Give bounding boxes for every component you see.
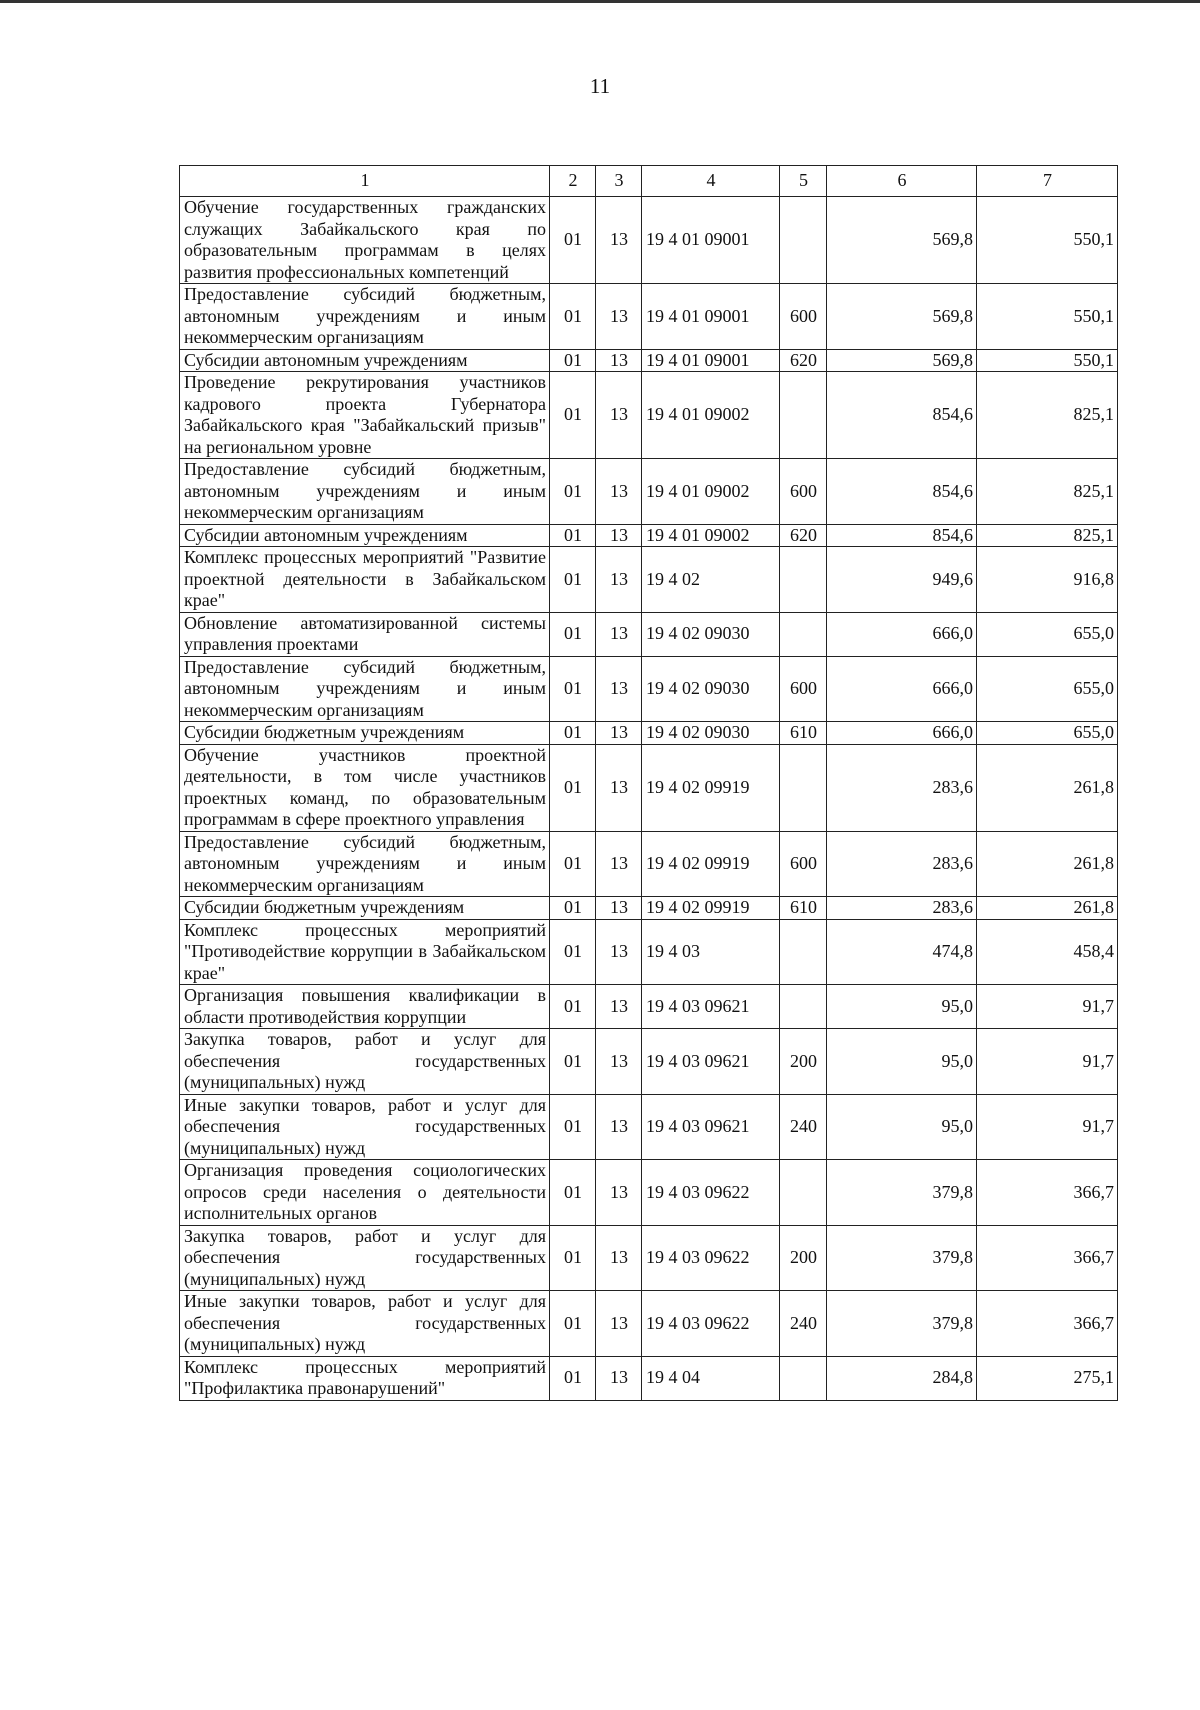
budget-table (179, 165, 1118, 1401)
table-row (180, 744, 1118, 831)
expense-type-cell: 610 (780, 722, 827, 745)
table-header (180, 166, 1118, 197)
target-article-cell: 19 4 03 09622 (642, 1225, 780, 1291)
table-row (180, 547, 1118, 613)
section-code-cell: 01 (550, 831, 596, 897)
table-row (180, 1029, 1118, 1095)
target-article-cell: 19 4 01 09002 (642, 524, 780, 547)
table-row (180, 1094, 1118, 1160)
column-header: 5 (780, 166, 827, 197)
section-code-cell: 01 (550, 197, 596, 284)
target-article-cell: 19 4 02 09919 (642, 831, 780, 897)
amount-year2-cell: 261,8 (977, 744, 1118, 831)
top-edge-rule (0, 0, 1200, 3)
amount-year2-cell: 91,7 (977, 1094, 1118, 1160)
row-name-cell: Предоставление субсидий бюджетным, автономным учреждениям и иным некоммерческим организациям (180, 459, 550, 525)
section-code-cell: 01 (550, 459, 596, 525)
amount-year1-cell: 666,0 (827, 722, 977, 745)
amount-year1-cell: 283,6 (827, 831, 977, 897)
target-article-cell: 19 4 04 (642, 1356, 780, 1400)
amount-year1-cell: 949,6 (827, 547, 977, 613)
amount-year2-cell: 261,8 (977, 831, 1118, 897)
amount-year1-cell: 666,0 (827, 612, 977, 656)
amount-year1-cell: 379,8 (827, 1291, 977, 1357)
amount-year1-cell: 283,6 (827, 744, 977, 831)
target-article-cell: 19 4 01 09002 (642, 372, 780, 459)
expense-type-cell: 620 (780, 524, 827, 547)
section-code-cell: 01 (550, 524, 596, 547)
amount-year1-cell: 95,0 (827, 1094, 977, 1160)
amount-year2-cell: 825,1 (977, 459, 1118, 525)
row-name-cell: Субсидии автономным учреждениям (180, 349, 550, 372)
expense-type-cell: 610 (780, 897, 827, 920)
section-code-cell: 01 (550, 1160, 596, 1226)
expense-type-cell: 240 (780, 1291, 827, 1357)
row-name-cell: Обучение участников проектной деятельности, в том числе участников проектных команд, по образовательным программам в сфере проектного управления (180, 744, 550, 831)
table-row (180, 1225, 1118, 1291)
table-row (180, 1160, 1118, 1226)
expense-type-cell: 600 (780, 831, 827, 897)
column-header: 3 (596, 166, 642, 197)
subsection-code-cell: 13 (596, 524, 642, 547)
table-row (180, 1291, 1118, 1357)
target-article-cell: 19 4 02 09919 (642, 744, 780, 831)
expense-type-cell (780, 919, 827, 985)
row-name-cell: Иные закупки товаров, работ и услуг для обеспечения государственных (муниципальных) нужд (180, 1094, 550, 1160)
amount-year2-cell: 261,8 (977, 897, 1118, 920)
subsection-code-cell: 13 (596, 197, 642, 284)
section-code-cell: 01 (550, 1291, 596, 1357)
amount-year1-cell: 283,6 (827, 897, 977, 920)
amount-year2-cell: 825,1 (977, 524, 1118, 547)
amount-year2-cell: 825,1 (977, 372, 1118, 459)
column-header: 7 (977, 166, 1118, 197)
amount-year2-cell: 366,7 (977, 1160, 1118, 1226)
table-row (180, 919, 1118, 985)
row-name-cell: Комплекс процессных мероприятий "Развитие проектной деятельности в Забайкальском крае" (180, 547, 550, 613)
section-code-cell: 01 (550, 284, 596, 350)
target-article-cell: 19 4 01 09002 (642, 459, 780, 525)
table-body (180, 197, 1118, 1401)
column-header: 2 (550, 166, 596, 197)
target-article-cell: 19 4 01 09001 (642, 284, 780, 350)
subsection-code-cell: 13 (596, 459, 642, 525)
row-name-cell: Закупка товаров, работ и услуг для обеспечения государственных (муниципальных) нужд (180, 1029, 550, 1095)
amount-year1-cell: 569,8 (827, 197, 977, 284)
amount-year1-cell: 379,8 (827, 1160, 977, 1226)
target-article-cell: 19 4 01 09001 (642, 349, 780, 372)
row-name-cell: Предоставление субсидий бюджетным, автономным учреждениям и иным некоммерческим организациям (180, 831, 550, 897)
amount-year1-cell: 95,0 (827, 985, 977, 1029)
target-article-cell: 19 4 03 09622 (642, 1291, 780, 1357)
expense-type-cell (780, 744, 827, 831)
expense-type-cell: 240 (780, 1094, 827, 1160)
subsection-code-cell: 13 (596, 547, 642, 613)
table-row (180, 722, 1118, 745)
row-name-cell: Обучение государственных гражданских служащих Забайкальского края по образовательным программам в целях развития профессиональных компетенций (180, 197, 550, 284)
header-row (180, 166, 1118, 197)
amount-year2-cell: 916,8 (977, 547, 1118, 613)
target-article-cell: 19 4 02 09030 (642, 612, 780, 656)
amount-year2-cell: 655,0 (977, 722, 1118, 745)
section-code-cell: 01 (550, 722, 596, 745)
amount-year2-cell: 458,4 (977, 919, 1118, 985)
amount-year2-cell: 366,7 (977, 1225, 1118, 1291)
subsection-code-cell: 13 (596, 831, 642, 897)
row-name-cell: Предоставление субсидий бюджетным, автономным учреждениям и иным некоммерческим организациям (180, 656, 550, 722)
expense-type-cell: 200 (780, 1225, 827, 1291)
subsection-code-cell: 13 (596, 1291, 642, 1357)
subsection-code-cell: 13 (596, 372, 642, 459)
expense-type-cell (780, 372, 827, 459)
expense-type-cell: 600 (780, 284, 827, 350)
table-row (180, 284, 1118, 350)
column-header: 1 (180, 166, 550, 197)
amount-year1-cell: 569,8 (827, 284, 977, 350)
row-name-cell: Закупка товаров, работ и услуг для обеспечения государственных (муниципальных) нужд (180, 1225, 550, 1291)
row-name-cell: Иные закупки товаров, работ и услуг для обеспечения государственных (муниципальных) нужд (180, 1291, 550, 1357)
table-row (180, 524, 1118, 547)
target-article-cell: 19 4 03 09621 (642, 1029, 780, 1095)
row-name-cell: Субсидии автономным учреждениям (180, 524, 550, 547)
section-code-cell: 01 (550, 612, 596, 656)
target-article-cell: 19 4 02 09030 (642, 722, 780, 745)
row-name-cell: Субсидии бюджетным учреждениям (180, 897, 550, 920)
amount-year1-cell: 569,8 (827, 349, 977, 372)
section-code-cell: 01 (550, 919, 596, 985)
section-code-cell: 01 (550, 349, 596, 372)
table-row (180, 985, 1118, 1029)
section-code-cell: 01 (550, 1029, 596, 1095)
table-row (180, 897, 1118, 920)
subsection-code-cell: 13 (596, 1094, 642, 1160)
amount-year2-cell: 550,1 (977, 349, 1118, 372)
expense-type-cell: 200 (780, 1029, 827, 1095)
table-row (180, 1356, 1118, 1400)
subsection-code-cell: 13 (596, 985, 642, 1029)
row-name-cell: Субсидии бюджетным учреждениям (180, 722, 550, 745)
amount-year1-cell: 854,6 (827, 459, 977, 525)
subsection-code-cell: 13 (596, 349, 642, 372)
table-row (180, 656, 1118, 722)
subsection-code-cell: 13 (596, 656, 642, 722)
amount-year1-cell: 666,0 (827, 656, 977, 722)
amount-year2-cell: 655,0 (977, 612, 1118, 656)
column-header: 6 (827, 166, 977, 197)
row-name-cell: Комплекс процессных мероприятий "Противодействие коррупции в Забайкальском крае" (180, 919, 550, 985)
target-article-cell: 19 4 02 09919 (642, 897, 780, 920)
subsection-code-cell: 13 (596, 1029, 642, 1095)
subsection-code-cell: 13 (596, 284, 642, 350)
amount-year2-cell: 550,1 (977, 284, 1118, 350)
expense-type-cell (780, 197, 827, 284)
target-article-cell: 19 4 03 09622 (642, 1160, 780, 1226)
table-row (180, 459, 1118, 525)
subsection-code-cell: 13 (596, 744, 642, 831)
section-code-cell: 01 (550, 656, 596, 722)
amount-year1-cell: 474,8 (827, 919, 977, 985)
target-article-cell: 19 4 01 09001 (642, 197, 780, 284)
subsection-code-cell: 13 (596, 1356, 642, 1400)
subsection-code-cell: 13 (596, 1225, 642, 1291)
column-header: 4 (642, 166, 780, 197)
subsection-code-cell: 13 (596, 1160, 642, 1226)
amount-year1-cell: 854,6 (827, 372, 977, 459)
section-code-cell: 01 (550, 1225, 596, 1291)
table-row (180, 372, 1118, 459)
table-row (180, 349, 1118, 372)
row-name-cell: Организация проведения социологических опросов среди населения о деятельности исполнительных органов (180, 1160, 550, 1226)
subsection-code-cell: 13 (596, 919, 642, 985)
expense-type-cell: 600 (780, 459, 827, 525)
expense-type-cell (780, 985, 827, 1029)
target-article-cell: 19 4 02 (642, 547, 780, 613)
section-code-cell: 01 (550, 1356, 596, 1400)
amount-year2-cell: 275,1 (977, 1356, 1118, 1400)
row-name-cell: Комплекс процессных мероприятий "Профилактика правонарушений" (180, 1356, 550, 1400)
table-row (180, 197, 1118, 284)
amount-year1-cell: 95,0 (827, 1029, 977, 1095)
target-article-cell: 19 4 03 (642, 919, 780, 985)
expense-type-cell (780, 1160, 827, 1226)
amount-year2-cell: 550,1 (977, 197, 1118, 284)
expense-type-cell: 620 (780, 349, 827, 372)
row-name-cell: Обновление автоматизированной системы управления проектами (180, 612, 550, 656)
expense-type-cell: 600 (780, 656, 827, 722)
amount-year1-cell: 854,6 (827, 524, 977, 547)
section-code-cell: 01 (550, 547, 596, 613)
amount-year2-cell: 91,7 (977, 1029, 1118, 1095)
subsection-code-cell: 13 (596, 722, 642, 745)
section-code-cell: 01 (550, 744, 596, 831)
subsection-code-cell: 13 (596, 612, 642, 656)
table-row (180, 831, 1118, 897)
section-code-cell: 01 (550, 985, 596, 1029)
table-row (180, 612, 1118, 656)
subsection-code-cell: 13 (596, 897, 642, 920)
row-name-cell: Проведение рекрутирования участников кадрового проекта Губернатора Забайкальского края "Забайкальский призыв" на региональном уровне (180, 372, 550, 459)
amount-year2-cell: 655,0 (977, 656, 1118, 722)
expense-type-cell (780, 612, 827, 656)
section-code-cell: 01 (550, 372, 596, 459)
section-code-cell: 01 (550, 897, 596, 920)
page-number: 11 (589, 74, 611, 98)
amount-year2-cell: 91,7 (977, 985, 1118, 1029)
target-article-cell: 19 4 03 09621 (642, 985, 780, 1029)
target-article-cell: 19 4 02 09030 (642, 656, 780, 722)
amount-year1-cell: 284,8 (827, 1356, 977, 1400)
row-name-cell: Предоставление субсидий бюджетным, автономным учреждениям и иным некоммерческим организациям (180, 284, 550, 350)
amount-year1-cell: 379,8 (827, 1225, 977, 1291)
expense-type-cell (780, 547, 827, 613)
amount-year2-cell: 366,7 (977, 1291, 1118, 1357)
target-article-cell: 19 4 03 09621 (642, 1094, 780, 1160)
expense-type-cell (780, 1356, 827, 1400)
row-name-cell: Организация повышения квалификации в области противодействия коррупции (180, 985, 550, 1029)
section-code-cell: 01 (550, 1094, 596, 1160)
